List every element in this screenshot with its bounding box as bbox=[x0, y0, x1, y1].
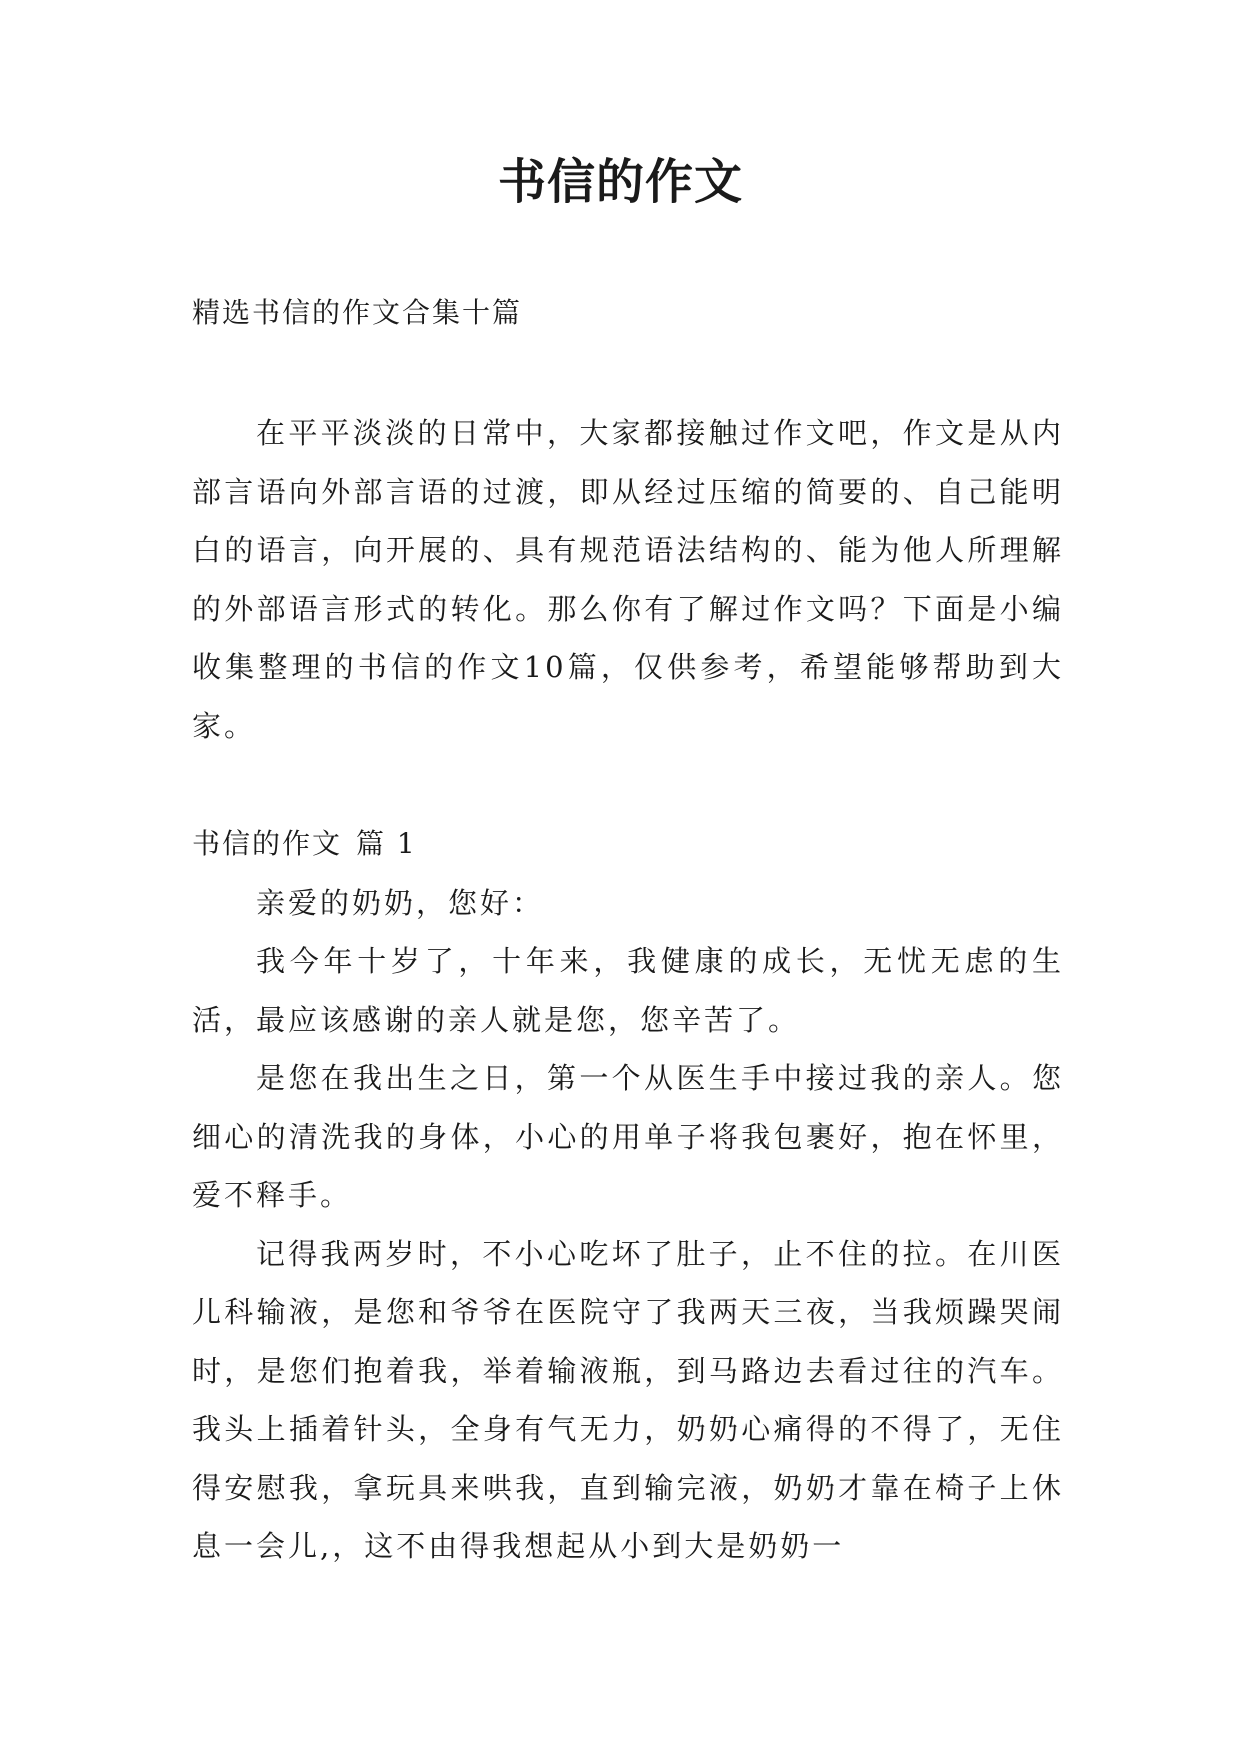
intro-paragraph: 在平平淡淡的日常中，大家都接触过作文吧，作文是从内部言语向外部言语的过渡，即从经过压缩的简要的、自己能明白的语言，向开展的、具有规范语法结构的、能为他人所理解的外部语言形式的转化。那么你有了解过作文吗？下面是小编收集整理的书信的作文10篇，仅供参考，希望能够帮助到大家。 bbox=[192, 416, 1064, 743]
section-1 bbox=[192, 815, 1064, 1576]
letter-paragraph: 记得我两岁时，不小心吃坏了肚子，止不住的拉。在川医儿科输液，是您和爷爷在医院守了我两天三夜，当我烦躁哭闹时，是您们抱着我，举着输液瓶，到马路边去看过往的汽车。我头上插着针头，全身有气无力，奶奶心痛得的不得了，无住得安慰我，拿玩具来哄我，直到输完液，奶奶才靠在椅子上休息一会儿,，这不由得我想起从小到大是奶奶一 bbox=[192, 1236, 1064, 1563]
document-title: 书信的作文 bbox=[497, 154, 743, 210]
section-number: 篇 1 bbox=[356, 827, 417, 860]
letter-paragraph: 是您在我出生之日，第一个从医生手中接过我的亲人。您细心的清洗我的身体，小心的用单子将我包裹好，抱在怀里，爱不释手。 bbox=[192, 1061, 1064, 1212]
intro-block bbox=[192, 404, 1064, 755]
document-subtitle: 精选书信的作文合集十篇 bbox=[192, 296, 523, 329]
letter-greeting: 亲爱的奶奶，您好： bbox=[256, 885, 545, 920]
letter-paragraph: 我今年十岁了，十年来，我健康的成长，无忧无虑的生活，最应该感谢的亲人就是您，您辛苦了。 bbox=[192, 944, 1064, 1037]
section-heading bbox=[192, 815, 1064, 874]
section-heading-text: 书信的作文 bbox=[192, 827, 343, 860]
